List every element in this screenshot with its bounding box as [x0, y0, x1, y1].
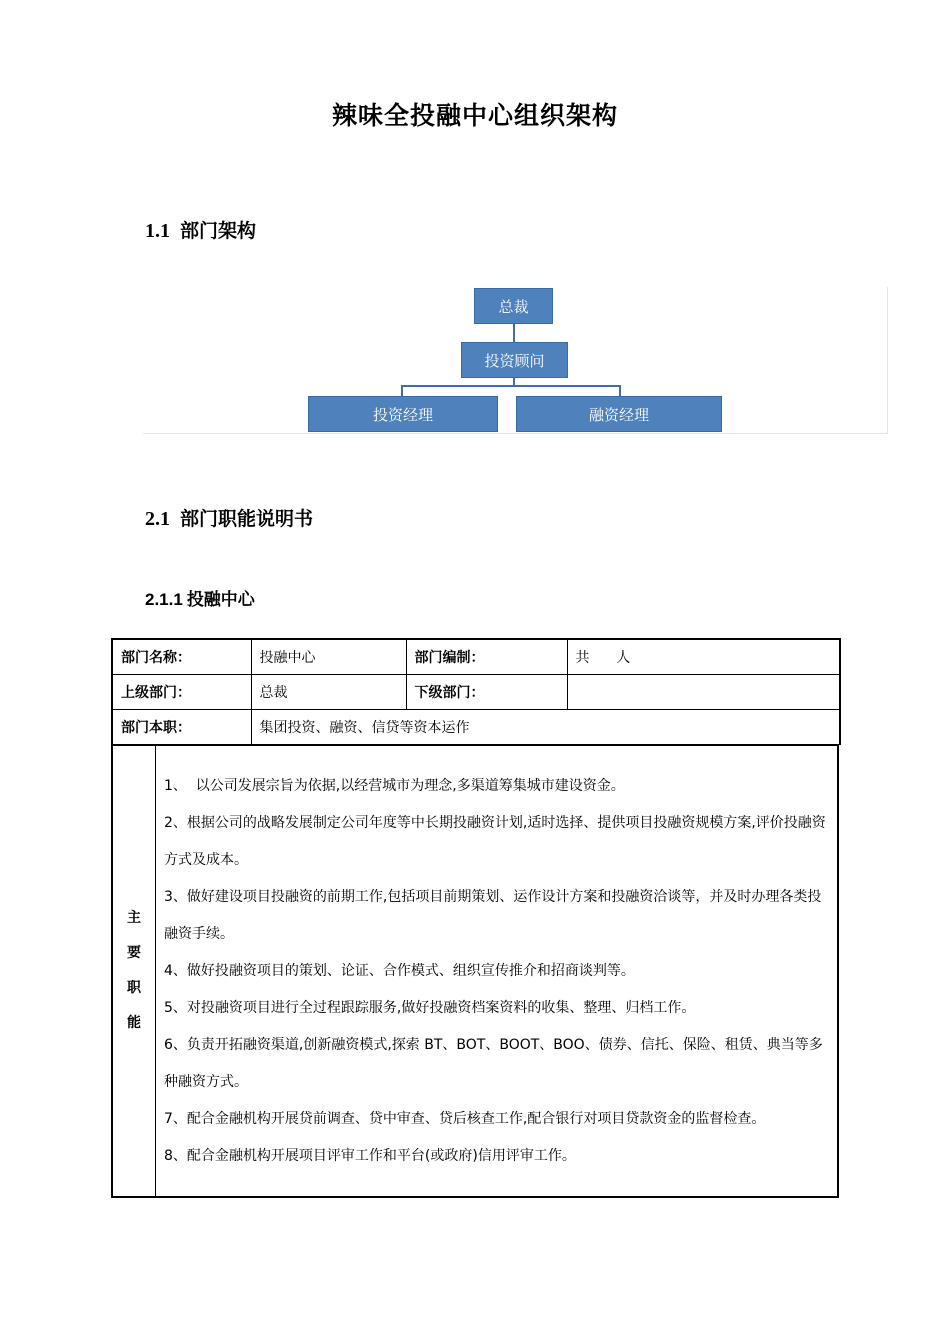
value-dept-name: 投融中心 — [251, 639, 406, 675]
duty-item: 5、对投融资项目进行全过程跟踪服务,做好投融资档案资料的收集、整理、归档工作。 — [164, 999, 696, 1016]
table-row — [112, 745, 838, 1197]
side-char: 要 — [127, 945, 141, 961]
duty-item: 3、做好建设项目投融资的前期工作,包括项目前期策划、运作设计方案和投融资洽谈等，并及时办理各类投融资手续。 — [164, 888, 822, 942]
table-row — [112, 639, 840, 675]
org-node-president: 总裁 — [474, 288, 553, 324]
org-connector — [401, 385, 403, 396]
value-dept-duty: 集团投资、融资、信贷等资本运作 — [251, 710, 840, 745]
org-node-financing-manager: 融资经理 — [516, 396, 722, 432]
section-title: 部门职能说明书 — [180, 508, 314, 530]
duty-item: 2、根据公司的战略发展制定公司年度等中长期投融资计划,适时选择、提供项目投融资规模方案,评价投融资方式及成本。 — [164, 814, 826, 868]
main-duties-label — [112, 745, 156, 1197]
value-superior-dept: 总裁 — [251, 675, 406, 710]
section-title: 部门架构 — [180, 220, 257, 242]
section-number: 1.1 — [145, 220, 170, 242]
main-duties-list — [156, 745, 839, 1197]
org-node-investment-manager: 投资经理 — [308, 396, 498, 432]
label-superior-dept: 上级部门： — [112, 675, 251, 710]
label-dept-name: 部门名称： — [112, 639, 251, 675]
org-connector — [401, 385, 621, 387]
duty-item: 1、 以公司发展宗旨为依据,以经营城市为理念,多渠道筹集城市建设资金。 — [164, 777, 625, 794]
value-subordinate-dept — [567, 675, 840, 710]
duty-item: 4、做好投融资项目的策划、论证、合作模式、组织宣传推介和招商谈判等。 — [164, 962, 635, 979]
side-char: 职 — [127, 980, 141, 996]
section-number: 2.1 — [145, 508, 170, 530]
duty-item: 8、配合金融机构开展项目评审工作和平台(或政府)信用评审工作。 — [164, 1147, 576, 1164]
label-subordinate-dept: 下级部门： — [406, 675, 567, 710]
subsection-heading — [145, 585, 255, 610]
table-row — [112, 675, 840, 710]
main-duties-table — [111, 744, 839, 1198]
label-dept-staffing: 部门编制： — [406, 639, 567, 675]
department-info-table — [111, 638, 841, 745]
label-dept-duty: 部门本职： — [112, 710, 251, 745]
section-heading-functions — [145, 504, 313, 531]
org-chart — [143, 287, 888, 434]
subsection-title: 投融中心 — [186, 590, 255, 610]
page-title: 辣味全投融中心组织架构 — [331, 101, 618, 130]
org-connector — [619, 385, 621, 396]
side-char: 主 — [127, 910, 141, 926]
value-dept-staffing: 共 人 — [567, 639, 840, 675]
duty-item: 6、负责开拓融资渠道,创新融资模式,探索 BT、BOT、BOOT、BOO、债券、信托、保险、租赁、典当等多种融资方式。 — [164, 1036, 823, 1090]
org-node-advisor: 投资顾问 — [461, 342, 568, 378]
section-heading-structure — [145, 216, 256, 243]
subsection-number: 2.1.1 — [145, 590, 183, 609]
side-char: 能 — [127, 1015, 141, 1031]
table-row — [112, 710, 840, 745]
org-connector — [513, 324, 515, 342]
duty-item: 7、配合金融机构开展贷前调查、贷中审查、贷后核查工作,配合银行对项目贷款资金的监督检查。 — [164, 1110, 766, 1127]
